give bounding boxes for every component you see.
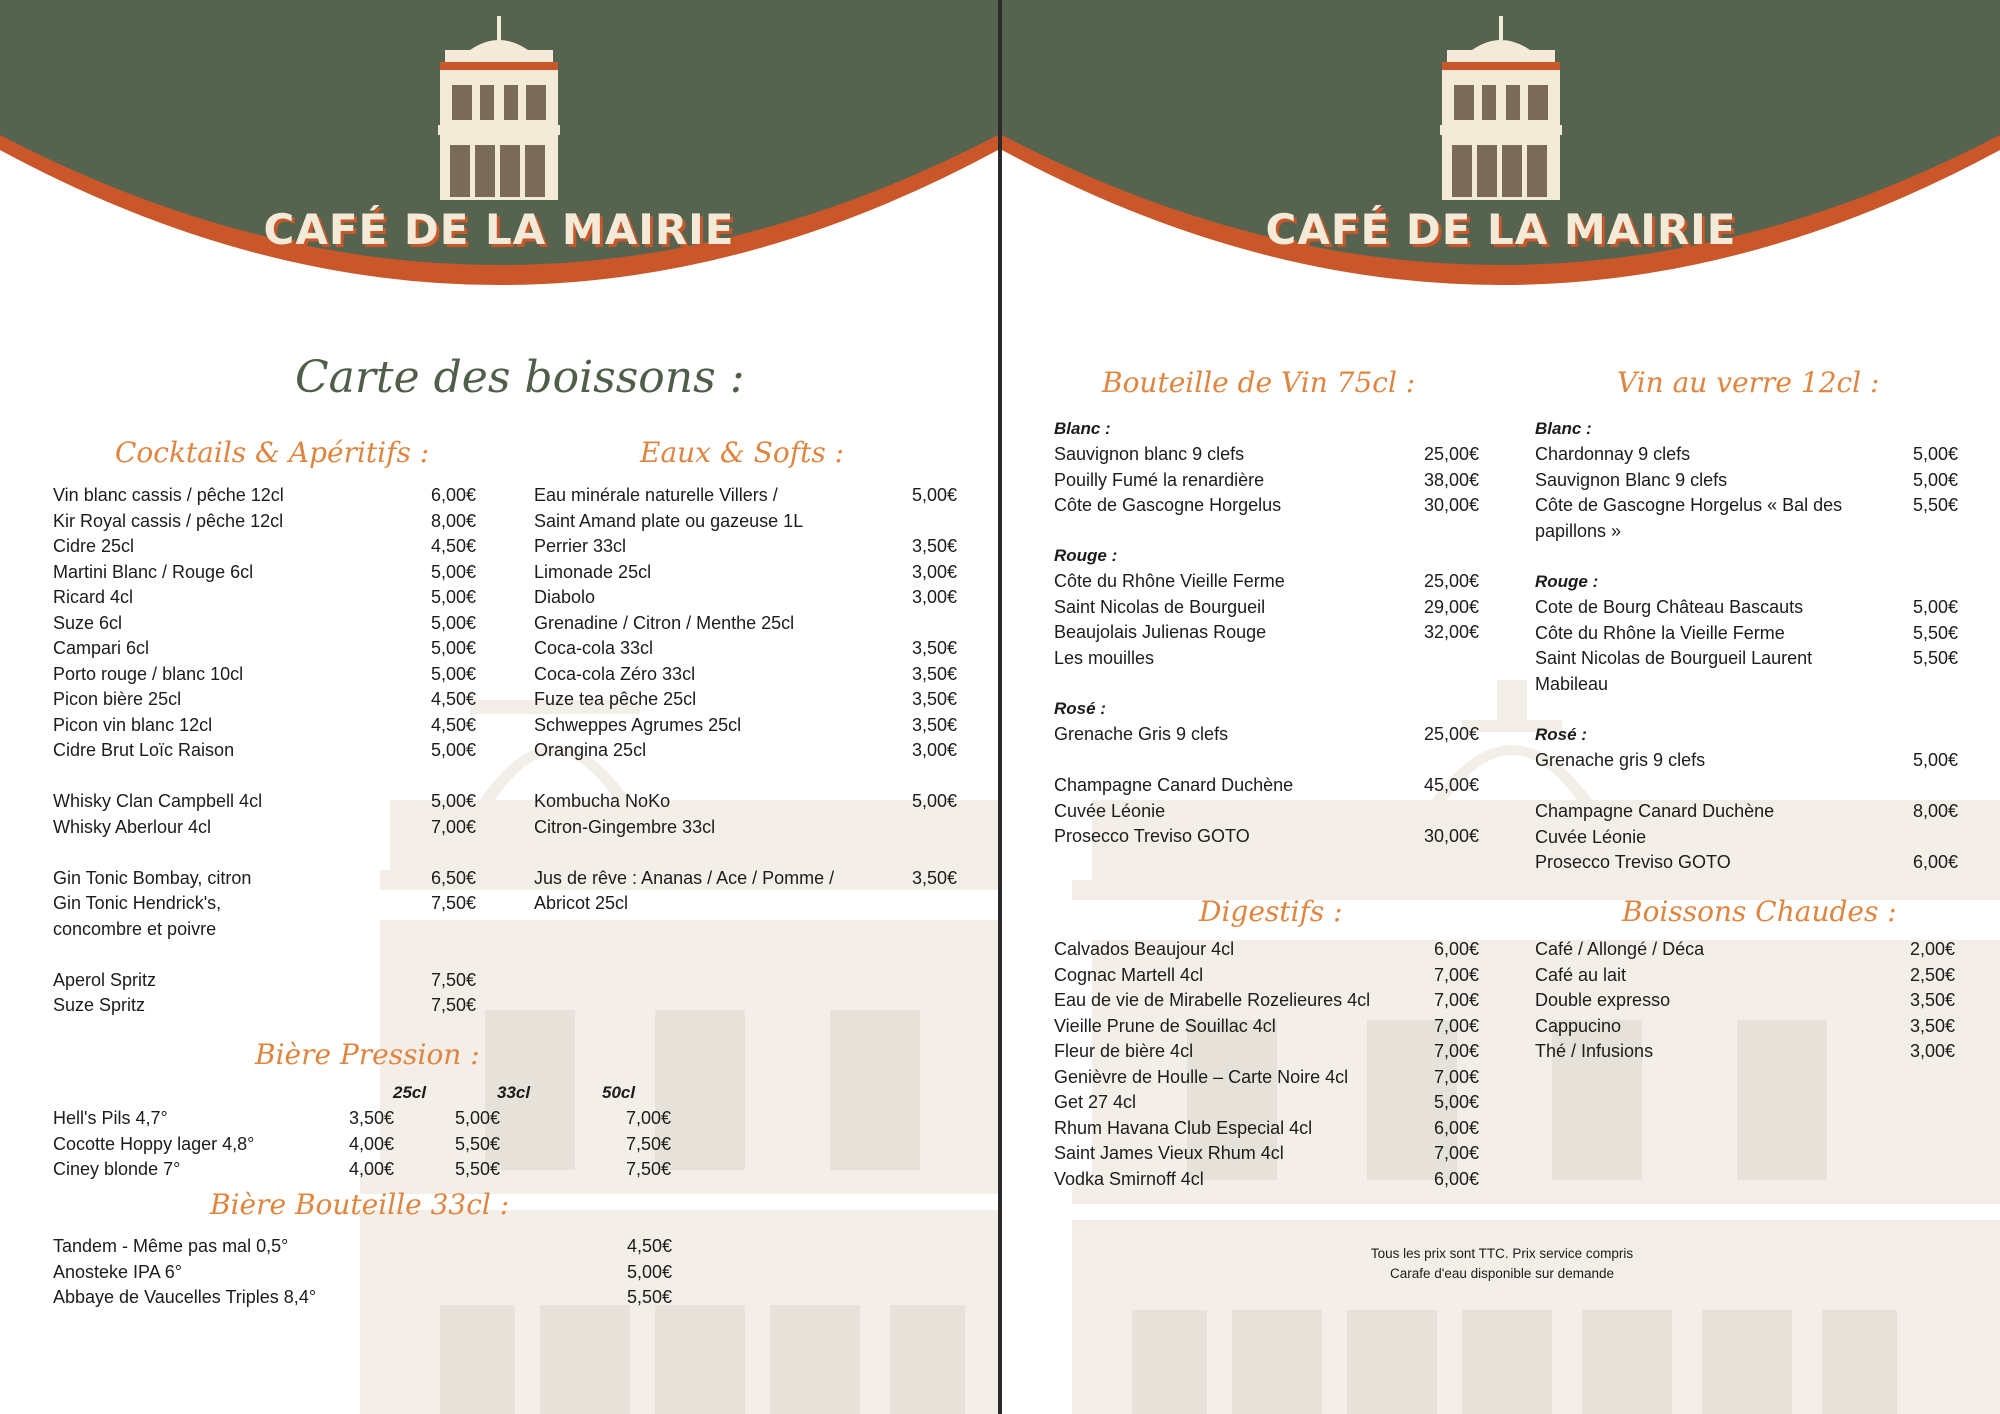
section-title-vin-verre: Vin au verre 12cl : <box>1617 366 1880 399</box>
item-price-50: 7,00€ <box>625 1108 671 1128</box>
menu-item <box>53 483 476 509</box>
item-price: 3,50€ <box>911 638 957 658</box>
item-price: 5,00€ <box>626 1261 672 1282</box>
menu-item <box>1054 569 1479 595</box>
item-name: Sauvignon Blanc 9 clefs <box>1535 469 1728 490</box>
item-name: Jus de rêve : Ananas / Ace / Pomme / <box>534 867 835 888</box>
item-name: concombre et poivre <box>53 918 217 939</box>
item-price: 4,50€ <box>626 1236 672 1256</box>
item-price: 25,00€ <box>1423 444 1479 464</box>
menu-item <box>1535 1014 1955 1040</box>
menu-item <box>534 738 957 764</box>
section-title-digestifs: Digestifs : <box>1199 895 1343 928</box>
item-price: 3,50€ <box>911 536 957 556</box>
wine-category-label: Blanc : <box>1535 419 1592 438</box>
menu-item <box>53 789 476 815</box>
menu-item <box>1054 1090 1479 1116</box>
item-name: Aperol Spritz <box>53 969 157 990</box>
item-name: Cocotte Hoppy lager 4,8° <box>53 1133 255 1154</box>
item-price: 3,50€ <box>911 663 957 684</box>
item-price: 5,00€ <box>1912 444 1958 464</box>
item-price: 5,00€ <box>1912 597 1958 617</box>
menu-item <box>1535 468 1958 494</box>
item-price: 3,00€ <box>911 587 957 607</box>
section-title-chaudes: Boissons Chaudes : <box>1622 895 1897 928</box>
section-title-softs: Eaux & Softs : <box>640 436 845 469</box>
item-name: Whisky Clan Campbell 4cl <box>53 791 263 811</box>
menu-item <box>53 662 476 688</box>
item-name: Anosteke IPA 6° <box>53 1261 182 1282</box>
page-title: Carte des boissons : <box>295 352 745 403</box>
item-name: Kombucha NoKo <box>534 791 671 811</box>
item-price: 4,50€ <box>430 536 476 556</box>
menu-item <box>1054 963 1479 989</box>
menu-item <box>1054 1039 1479 1065</box>
item-name: Get 27 4cl <box>1054 1092 1137 1112</box>
menu-item <box>1535 442 1958 468</box>
menu-item <box>534 585 957 611</box>
item-name: Grenache Gris 9 clefs <box>1054 724 1229 744</box>
menu-item <box>534 687 957 713</box>
item-name: Eau de vie de Mirabelle Rozelieures 4cl <box>1054 990 1371 1010</box>
menu-item <box>53 509 476 535</box>
item-price: 3,00€ <box>911 740 957 760</box>
menu-item <box>1054 1167 1479 1193</box>
item-price: 45,00€ <box>1423 775 1479 795</box>
item-name: Schweppes Agrumes 25cl <box>534 714 742 735</box>
item-price: 3,50€ <box>911 689 957 709</box>
item-price: 7,00€ <box>1433 1015 1479 1036</box>
item-name: Suze Spritz <box>53 995 146 1015</box>
item-name: Fuze tea pêche 25cl <box>534 689 697 709</box>
item-price-25: 3,50€ <box>348 1108 394 1128</box>
item-name: Cuvée Léonie <box>1535 826 1647 847</box>
item-name: papillons » <box>1535 520 1622 541</box>
menu-item <box>1054 937 1479 963</box>
menu-item <box>53 713 476 739</box>
item-price: 6,00€ <box>1433 1168 1479 1189</box>
menu-item <box>1535 595 1958 621</box>
item-name: Citron-Gingembre 33cl <box>534 816 716 837</box>
section-title-cocktails: Cocktails & Apéritifs : <box>115 436 430 469</box>
menu-page-right <box>1002 0 2000 1414</box>
menu-item <box>1535 519 1958 545</box>
menu-item <box>53 738 476 764</box>
menu-item <box>1535 748 1958 774</box>
item-price: 25,00€ <box>1423 571 1479 591</box>
menu-item <box>534 534 957 560</box>
item-price: 7,00€ <box>1433 1066 1479 1087</box>
item-price: 4,50€ <box>430 689 476 709</box>
item-price-25: 4,00€ <box>348 1159 394 1179</box>
item-price-33: 5,50€ <box>454 1159 500 1179</box>
item-name: Prosecco Treviso GOTO <box>1535 852 1731 872</box>
wine-category-label: Rosé : <box>1535 725 1587 744</box>
item-name: Rhum Havana Club Especial 4cl <box>1054 1117 1313 1138</box>
menu-item <box>53 687 476 713</box>
item-name: Cuvée Léonie <box>1054 800 1166 821</box>
item-name: Mabileau <box>1535 673 1609 694</box>
menu-item <box>53 917 476 943</box>
menu-item <box>1054 620 1479 646</box>
size-header-50: 50cl <box>602 1083 636 1102</box>
menu-item <box>534 560 957 586</box>
menu-item <box>53 560 476 586</box>
item-name: Grenache gris 9 clefs <box>1535 750 1706 770</box>
item-name: Tandem - Même pas mal 0,5° <box>53 1236 289 1256</box>
item-name: Côte de Gascogne Horgelus <box>1054 495 1282 515</box>
menu-item <box>53 585 476 611</box>
menu-item <box>1054 824 1479 850</box>
item-price: 7,00€ <box>1433 1143 1479 1163</box>
item-name: Diabolo <box>534 587 596 607</box>
header-banner <box>0 0 998 320</box>
item-price: 4,50€ <box>430 714 476 735</box>
menu-item <box>534 815 957 841</box>
item-price: 5,00€ <box>1912 750 1958 770</box>
menu-item <box>1535 937 1955 963</box>
item-name: Cognac Martell 4cl <box>1054 964 1204 985</box>
item-name: Côte du Rhône Vieille Ferme <box>1054 571 1285 591</box>
menu-item <box>1535 799 1958 825</box>
item-name: Whisky Aberlour 4cl <box>53 816 212 837</box>
item-price: 3,50€ <box>911 714 957 735</box>
item-price: 8,00€ <box>1912 801 1958 821</box>
item-price: 7,50€ <box>430 969 476 990</box>
menu-item <box>534 509 957 535</box>
item-price: 7,50€ <box>430 893 476 913</box>
item-name: Vin blanc cassis / pêche 12cl <box>53 485 284 505</box>
item-name: Picon vin blanc 12cl <box>53 714 213 735</box>
menu-item <box>1535 988 1955 1014</box>
menu-page-left <box>0 0 998 1414</box>
brand-name: CAFÉ DE LA MAIRIE <box>263 205 735 254</box>
item-price: 5,00€ <box>430 587 476 607</box>
item-name: Saint Amand plate ou gazeuse 1L <box>534 510 804 531</box>
menu-item <box>1535 825 1958 851</box>
item-price: 2,00€ <box>1909 939 1955 959</box>
item-name: Limonade 25cl <box>534 561 652 582</box>
item-price-33: 5,00€ <box>454 1108 500 1128</box>
item-name: Champagne Canard Duchène <box>1535 801 1775 821</box>
item-price: 5,00€ <box>430 561 476 582</box>
item-price: 5,00€ <box>911 485 957 505</box>
item-name: Les mouilles <box>1054 647 1155 668</box>
menu-item <box>53 534 476 560</box>
item-price: 5,00€ <box>1433 1092 1479 1112</box>
item-name: Grenadine / Citron / Menthe 25cl <box>534 612 795 633</box>
footer-note: Tous les prix sont TTC. Prix service compris <box>1370 1246 1634 1261</box>
item-name: Coca-cola Zéro 33cl <box>534 663 696 684</box>
item-name: Campari 6cl <box>53 638 150 658</box>
item-name: Beaujolais Julienas Rouge <box>1054 622 1267 642</box>
item-price: 6,00€ <box>1912 852 1958 872</box>
item-name: Prosecco Treviso GOTO <box>1054 826 1250 846</box>
menu-item <box>534 789 957 815</box>
item-price: 7,00€ <box>1433 990 1479 1010</box>
item-name: Thé / Infusions <box>1535 1041 1654 1061</box>
item-name: Cote de Bourg Château Bascauts <box>1535 597 1804 617</box>
item-name: Chardonnay 9 clefs <box>1535 444 1691 464</box>
beer-draft-row <box>53 1106 673 1132</box>
menu-item <box>1535 621 1958 647</box>
menu-item <box>1535 646 1958 672</box>
menu-item <box>1535 850 1958 876</box>
item-name: Saint James Vieux Rhum 4cl <box>1054 1143 1284 1163</box>
item-name: Calvados Beaujour 4cl <box>1054 939 1235 959</box>
item-price: 30,00€ <box>1423 495 1479 515</box>
menu-item <box>1054 773 1479 799</box>
item-price: 3,50€ <box>1909 1015 1955 1036</box>
size-header-33: 33cl <box>497 1083 531 1102</box>
size-header-25: 25cl <box>393 1083 427 1102</box>
menu-item <box>1535 493 1958 519</box>
wine-category-label: Blanc : <box>1054 419 1111 438</box>
menu-item <box>53 993 476 1019</box>
menu-item <box>1054 1141 1479 1167</box>
brand-name: CAFÉ DE LA MAIRIE <box>1265 205 1737 254</box>
menu-item <box>534 483 957 509</box>
item-price: 3,50€ <box>1909 990 1955 1010</box>
menu-item <box>53 1234 672 1260</box>
item-price: 3,00€ <box>1909 1041 1955 1061</box>
item-name: Ciney blonde 7° <box>53 1159 181 1179</box>
item-price: 6,00€ <box>1433 939 1479 959</box>
item-name: Côte du Rhône la Vieille Ferme <box>1535 622 1785 643</box>
item-name: Perrier 33cl <box>534 536 627 556</box>
item-name: Martini Blanc / Rouge 6cl <box>53 561 254 582</box>
item-name: Cappucino <box>1535 1015 1622 1036</box>
item-price-50: 7,50€ <box>625 1159 671 1179</box>
item-price: 6,00€ <box>430 485 476 505</box>
section-title-bouteille: Bière Bouteille 33cl : <box>210 1188 510 1221</box>
item-price: 5,50€ <box>1912 495 1958 515</box>
menu-item <box>53 815 476 841</box>
item-price: 8,00€ <box>430 510 476 531</box>
menu-item <box>1054 595 1479 621</box>
menu-item <box>1054 799 1479 825</box>
menu-item <box>534 611 957 637</box>
item-name: Suze 6cl <box>53 612 123 633</box>
item-price: 5,00€ <box>430 791 476 811</box>
menu-item <box>534 662 957 688</box>
menu-item <box>1535 672 1958 698</box>
item-name: Abricot 25cl <box>534 893 629 913</box>
item-name: Saint Nicolas de Bourgueil Laurent <box>1535 648 1813 668</box>
item-name: Cidre Brut Loïc Raison <box>53 740 235 760</box>
item-price-25: 4,00€ <box>348 1133 394 1154</box>
menu-item <box>534 866 957 892</box>
item-name: Double expresso <box>1535 990 1671 1010</box>
item-price: 7,00€ <box>1433 964 1479 985</box>
menu-item <box>1054 493 1479 519</box>
menu-item <box>534 713 957 739</box>
item-price: 3,00€ <box>911 561 957 582</box>
item-name: Saint Nicolas de Bourgueil <box>1054 596 1266 617</box>
header-banner <box>1002 0 2000 320</box>
section-title-vin-bouteille: Bouteille de Vin 75cl : <box>1102 366 1416 399</box>
item-name: Porto rouge / blanc 10cl <box>53 663 244 684</box>
item-price: 5,00€ <box>430 663 476 684</box>
item-name: Genièvre de Houlle – Carte Noire 4cl <box>1054 1066 1349 1087</box>
menu-item <box>534 636 957 662</box>
item-price: 5,00€ <box>430 638 476 658</box>
footer-note: Carafe d'eau disponible sur demande <box>1390 1266 1614 1281</box>
section-title-pression: Bière Pression : <box>255 1038 480 1071</box>
item-price: 5,00€ <box>1912 469 1958 490</box>
item-name: Cidre 25cl <box>53 536 135 556</box>
menu-item <box>53 866 476 892</box>
menu-item <box>53 636 476 662</box>
menu-item <box>53 611 476 637</box>
menu-item <box>1535 1039 1955 1065</box>
menu-item <box>53 891 476 917</box>
item-price: 38,00€ <box>1423 469 1479 490</box>
item-name: Vieille Prune de Souillac 4cl <box>1054 1015 1276 1036</box>
beer-draft-row <box>53 1157 673 1183</box>
item-name: Fleur de bière 4cl <box>1054 1041 1194 1061</box>
menu-item <box>1054 468 1479 494</box>
item-name: Coca-cola 33cl <box>534 638 654 658</box>
item-name: Café / Allongé / Déca <box>1535 939 1705 959</box>
item-name: Kir Royal cassis / pêche 12cl <box>53 510 284 531</box>
menu-item <box>1054 722 1479 748</box>
menu-item <box>534 891 957 917</box>
item-price: 3,50€ <box>911 867 957 888</box>
item-price: 6,50€ <box>430 867 476 888</box>
item-name: Eau minérale naturelle Villers / <box>534 485 778 505</box>
item-name: Ricard 4cl <box>53 587 134 607</box>
item-price: 5,00€ <box>911 791 957 811</box>
menu-item <box>1535 963 1955 989</box>
beer-draft-row <box>53 1132 673 1158</box>
menu-item <box>1054 1065 1479 1091</box>
menu-item <box>1054 1116 1479 1142</box>
item-name: Côte de Gascogne Horgelus « Bal des <box>1535 495 1843 515</box>
menu-item <box>53 1285 672 1311</box>
item-price-50: 7,50€ <box>625 1133 671 1154</box>
item-name: Sauvignon blanc 9 clefs <box>1054 444 1245 464</box>
item-price: 7,00€ <box>430 816 476 837</box>
item-price: 30,00€ <box>1423 826 1479 846</box>
item-name: Abbaye de Vaucelles Triples 8,4° <box>53 1287 317 1307</box>
item-price: 5,00€ <box>430 740 476 760</box>
item-name: Picon bière 25cl <box>53 689 182 709</box>
item-price: 7,00€ <box>1433 1041 1479 1061</box>
menu-item <box>53 968 476 994</box>
item-price: 32,00€ <box>1423 622 1479 642</box>
item-price: 7,50€ <box>430 995 476 1015</box>
menu-item <box>1054 988 1479 1014</box>
wine-category-label: Rosé : <box>1054 699 1106 718</box>
menu-item <box>1054 1014 1479 1040</box>
item-price: 25,00€ <box>1423 724 1479 744</box>
item-price: 29,00€ <box>1423 596 1479 617</box>
menu-item <box>1054 646 1479 672</box>
item-price: 5,50€ <box>626 1287 672 1307</box>
item-name: Hell's Pils 4,7° <box>53 1108 168 1128</box>
item-price: 5,50€ <box>1912 622 1958 643</box>
item-name: Vodka Smirnoff 4cl <box>1054 1168 1204 1189</box>
item-name: Café au lait <box>1535 964 1627 985</box>
item-name: Gin Tonic Hendrick's, <box>53 893 222 913</box>
item-name: Gin Tonic Bombay, citron <box>53 867 252 888</box>
wine-category-label: Rouge : <box>1054 546 1118 565</box>
item-price: 5,50€ <box>1912 648 1958 668</box>
item-price: 5,00€ <box>430 612 476 633</box>
item-price-33: 5,50€ <box>454 1133 500 1154</box>
item-price: 6,00€ <box>1433 1117 1479 1138</box>
wine-category-label: Rouge : <box>1535 572 1599 591</box>
menu-item <box>1054 442 1479 468</box>
menu-item <box>53 1260 672 1286</box>
item-name: Pouilly Fumé la renardière <box>1054 469 1265 490</box>
item-price: 2,50€ <box>1909 964 1955 985</box>
item-name: Orangina 25cl <box>534 740 647 760</box>
item-name: Champagne Canard Duchène <box>1054 775 1294 795</box>
